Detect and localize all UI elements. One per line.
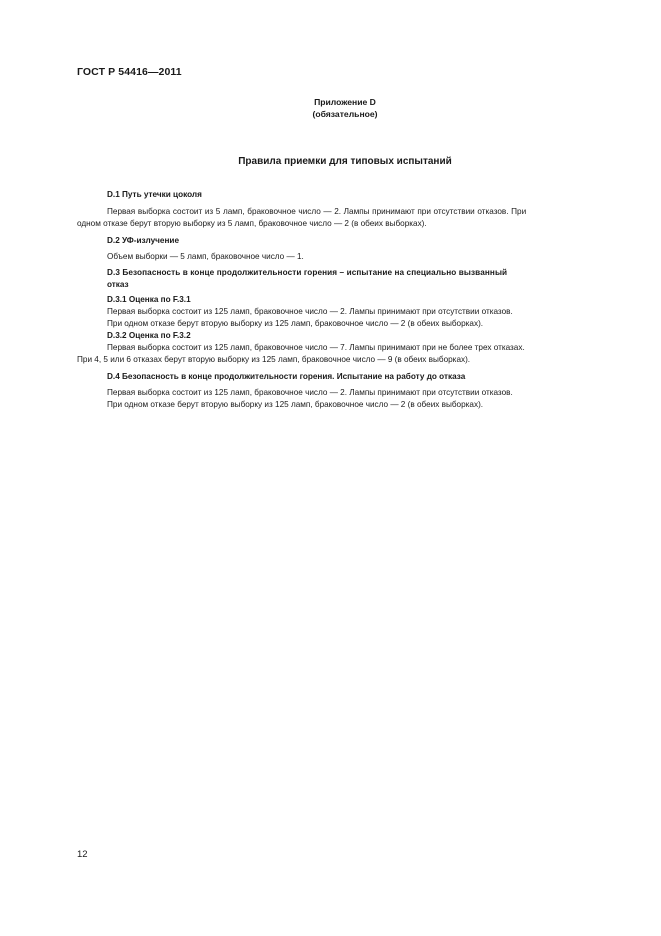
section-d32-line-2: При 4, 5 или 6 отказах берут вторую выборку из 125 ламп, браковочное число — 9 (в обеих выборках).: [77, 355, 471, 364]
section-d3-heading-line-1: D.3 Безопасность в конце продолжительности горения – испытание на специально вызванный: [107, 268, 508, 277]
section-d32-heading: D.3.2 Оценка по F.3.2: [107, 331, 191, 340]
section-d2-line-1: Объем выборки — 5 ламп, браковочное число — 1.: [107, 252, 304, 261]
section-d3-heading-line-2: отказ: [107, 280, 129, 289]
section-d31-line-2: При одном отказе берут вторую выборку из 125 ламп, браковочное число — 2 (в обеих выборках).: [107, 319, 484, 328]
annex-status: (обязательное): [312, 109, 378, 119]
section-d1-line-1: Первая выборка состоит из 5 ламп, браковочное число — 2. Лампы принимают при отсутствии отказов. При: [107, 207, 527, 216]
section-d32-line-1: Первая выборка состоит из 125 ламп, браковочное число — 7. Лампы принимают при не более трех отказах.: [107, 343, 525, 352]
section-d4-line-2: При одном отказе берут вторую выборку из 125 ламп, браковочное число — 2 (в обеих выборках).: [107, 400, 484, 409]
section-d4-heading: D.4 Безопасность в конце продолжительности горения. Испытание на работу до отказа: [107, 372, 466, 381]
document-code: ГОСТ Р 54416—2011: [77, 66, 182, 78]
section-d1-heading: D.1 Путь утечки цоколя: [107, 190, 202, 199]
annex-title: Приложение D: [314, 97, 376, 107]
main-title: Правила приемки для типовых испытаний: [238, 156, 452, 167]
page-number: 12: [77, 849, 88, 860]
section-d31-heading: D.3.1 Оценка по F.3.1: [107, 295, 191, 304]
section-d31-line-1: Первая выборка состоит из 125 ламп, браковочное число — 2. Лампы принимают при отсутствии отказов.: [107, 307, 513, 316]
section-d4-line-1: Первая выборка состоит из 125 ламп, браковочное число — 2. Лампы принимают при отсутствии отказов.: [107, 388, 513, 397]
section-d2-heading: D.2 УФ-излучение: [107, 236, 179, 245]
section-d1-line-2: одном отказе берут вторую выборку из 5 ламп, браковочное число — 2 (в обеих выборках).: [77, 219, 427, 228]
